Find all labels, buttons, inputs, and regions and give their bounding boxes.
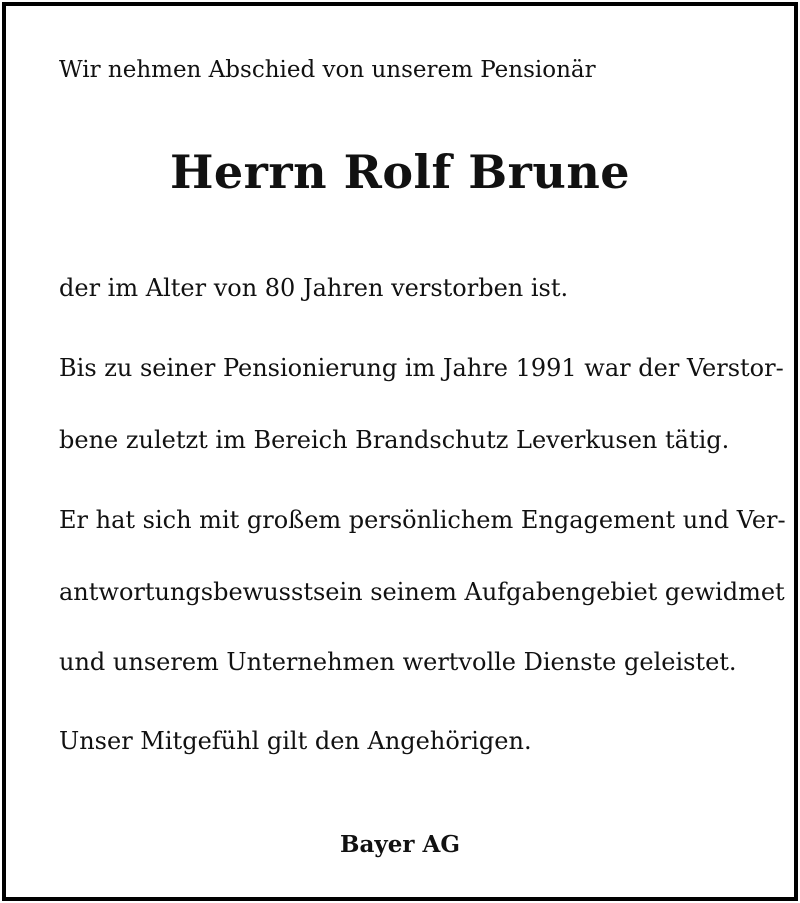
tribute-line-1: Er hat sich mit großem persönlichem Engagement und Ver-: [59, 506, 786, 534]
tribute-line-3: und unserem Unternehmen wertvolle Dienste geleistet.: [59, 648, 737, 676]
deceased-name: Herrn Rolf Brune: [169, 145, 631, 199]
company-signature: Bayer AG: [340, 831, 460, 858]
career-line-1: Bis zu seiner Pensionierung im Jahre 1991 war der Verstor-: [59, 354, 784, 382]
career-line-2: bene zuletzt im Bereich Brandschutz Leverkusen tätig.: [59, 426, 730, 454]
condolence-text: Unser Mitgefühl gilt den Angehörigen.: [59, 727, 532, 755]
age-text: der im Alter von 80 Jahren verstorben ist.: [59, 274, 569, 302]
intro-text: Wir nehmen Abschied von unserem Pensionär: [59, 57, 596, 83]
obituary-notice: [2, 2, 798, 901]
tribute-line-2: antwortungsbewusstsein seinem Aufgabengebiet gewidmet: [59, 578, 785, 606]
